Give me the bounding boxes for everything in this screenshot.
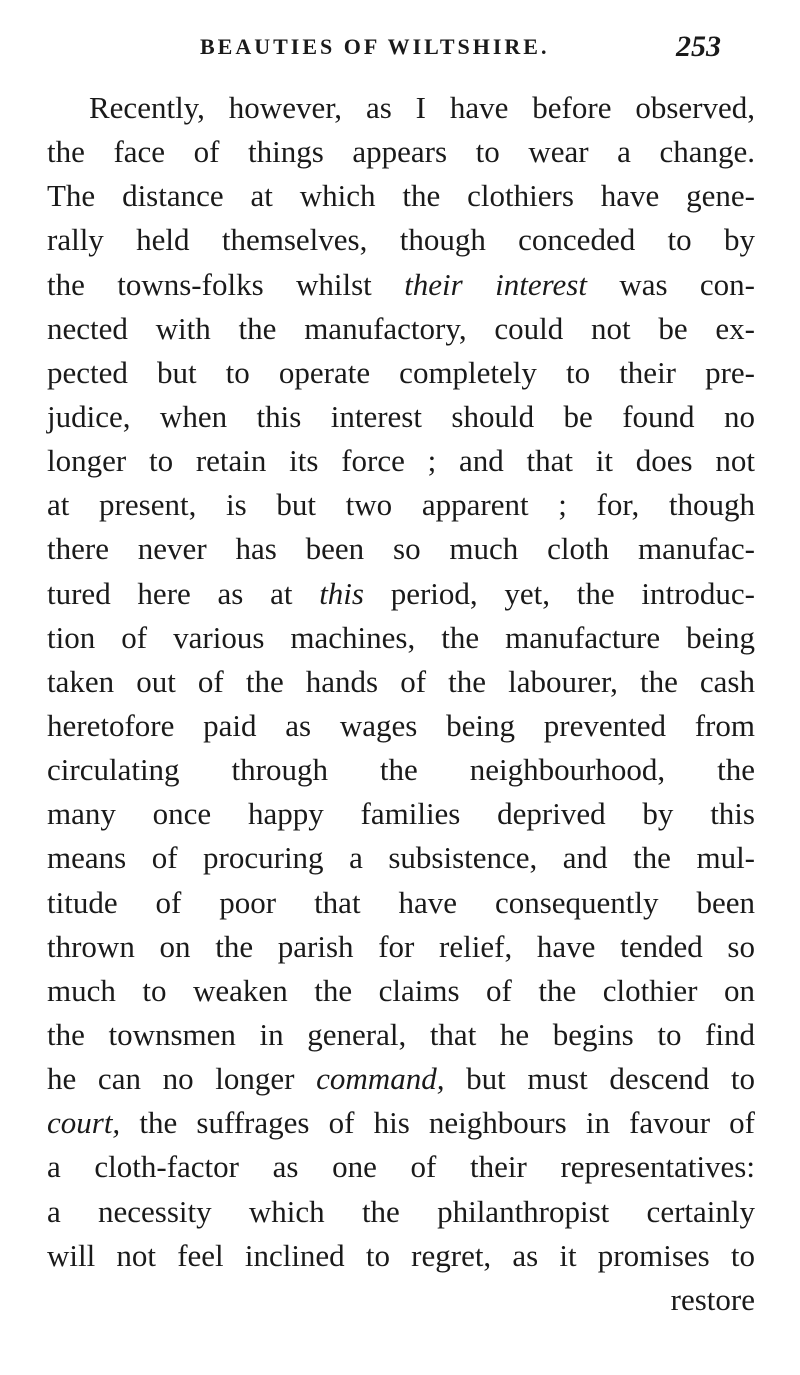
text-segment: the face of things appears to wear a change. — [47, 134, 755, 170]
italic-text: this — [319, 575, 364, 611]
text-segment: tion of various machines, the manufacture being — [47, 619, 755, 655]
italic-text: command, — [316, 1061, 445, 1097]
text-segment: thrown on the parish for relief, have tended so — [47, 928, 755, 964]
text-line — [47, 1190, 755, 1234]
running-head — [0, 30, 800, 70]
text-segment: taken out of the hands of the labourer, the cash — [47, 663, 755, 699]
text-segment: the townsmen in general, that he begins to find — [47, 1016, 755, 1052]
text-segment: rally held themselves, though conceded to by — [47, 222, 755, 258]
text-line — [47, 1145, 755, 1189]
text-segment: the towns-folks whilst — [47, 266, 405, 302]
text-segment: will not feel inclined to regret, as it promises to — [47, 1237, 755, 1273]
text-segment: circulating through the neighbourhood, the — [47, 752, 755, 788]
italic-text: court, — [47, 1105, 121, 1141]
text-segment: The distance at which the clothiers have gene- — [47, 178, 755, 214]
text-segment: Recently, however, as I have before observed, — [89, 90, 755, 125]
text-segment: much to weaken the claims of the clothier on — [47, 972, 755, 1008]
text-segment: period, yet, the introduc- — [363, 575, 756, 611]
text-line — [47, 439, 755, 483]
italic-text: their interest — [404, 266, 587, 302]
text-line — [47, 130, 755, 174]
text-line — [47, 616, 755, 660]
text-line — [47, 836, 755, 880]
text-segment: tured here as at — [47, 575, 320, 611]
text-body — [47, 86, 755, 1322]
text-line — [47, 307, 755, 351]
text-line — [47, 1013, 755, 1057]
text-segment: at present, is but two apparent ; for, though — [47, 487, 755, 523]
text-line — [47, 86, 755, 130]
text-segment: the suffrages of his neighbours in favour of — [120, 1105, 755, 1141]
text-line — [47, 483, 755, 527]
text-line — [47, 1057, 755, 1101]
text-line — [47, 748, 755, 792]
text-segment: longer to retain its force ; and that it does not — [47, 443, 755, 479]
text-segment: was con- — [586, 266, 755, 302]
text-line — [47, 1234, 755, 1278]
text-line — [47, 527, 755, 571]
text-segment: nected with the manufactory, could not be ex- — [47, 310, 755, 346]
text-line — [47, 969, 755, 1013]
text-line — [47, 174, 755, 218]
text-line — [47, 881, 755, 925]
text-line — [47, 704, 755, 748]
text-segment: means of procuring a subsistence, and the mul- — [47, 840, 755, 876]
text-segment: a cloth-factor as one of their representatives: — [47, 1149, 755, 1185]
text-line — [47, 792, 755, 836]
text-line — [47, 395, 755, 439]
text-segment: judice, when this interest should be found no — [47, 398, 755, 434]
text-line — [47, 1278, 755, 1322]
text-segment: but must descend to — [444, 1061, 755, 1097]
page-number: 253 — [676, 30, 721, 63]
running-title: BEAUTIES OF WILTSHIRE. — [200, 34, 550, 59]
text-line — [47, 572, 755, 616]
text-segment: he can no longer — [47, 1061, 317, 1097]
text-line — [47, 263, 755, 307]
text-segment: a necessity which the philanthropist certainly — [47, 1193, 755, 1229]
text-segment: pected but to operate completely to their pre- — [47, 354, 755, 390]
text-line — [47, 1101, 755, 1145]
text-segment: heretofore paid as wages being prevented from — [47, 707, 755, 743]
text-line — [47, 660, 755, 704]
text-segment: restore — [670, 1281, 755, 1317]
text-segment: titude of poor that have consequently been — [47, 884, 755, 920]
text-segment: there never has been so much cloth manufac- — [47, 531, 755, 567]
text-line — [47, 925, 755, 969]
text-segment: many once happy families deprived by this — [47, 796, 755, 832]
text-line — [47, 351, 755, 395]
text-line — [47, 218, 755, 262]
